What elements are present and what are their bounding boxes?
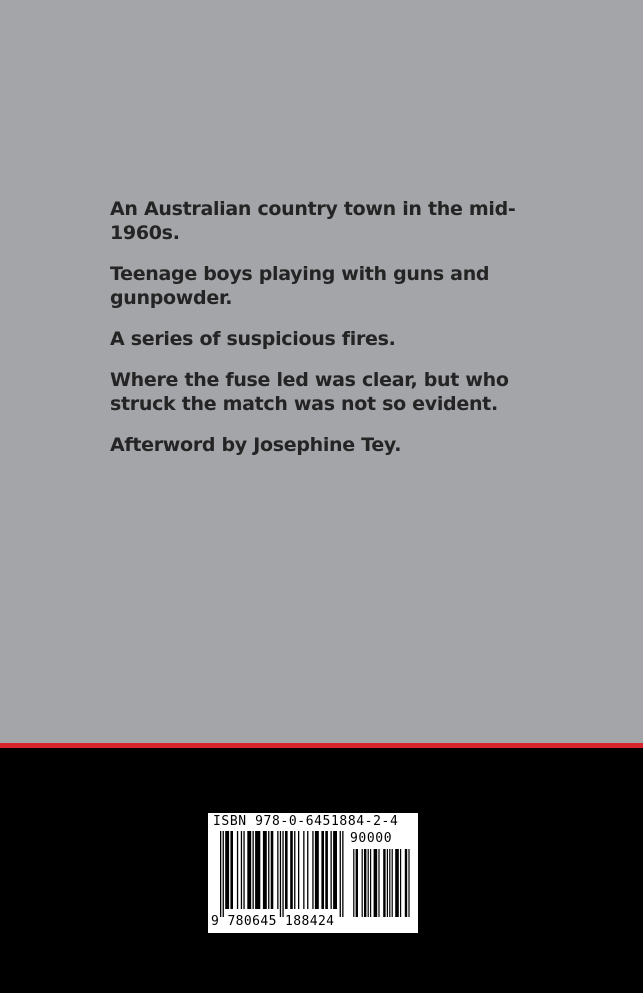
barcode-bar — [247, 831, 251, 909]
barcode-bar — [353, 849, 354, 917]
barcode-bar — [374, 849, 378, 917]
barcode-bar — [298, 831, 299, 909]
barcode-bar — [340, 831, 341, 917]
barcode-bar — [285, 831, 288, 909]
barcode-bar — [290, 831, 293, 909]
barcode-bar — [368, 849, 369, 917]
barcode-bar — [282, 831, 283, 917]
blurb-paragraph: Teenage boys playing with guns and gunpowder. — [110, 263, 490, 309]
barcode-bar — [364, 849, 366, 917]
blurb-paragraph: Afterword by Josephine Tey. — [110, 434, 402, 456]
barcode-bar — [400, 849, 401, 917]
ean-digits: 9 780645 188424 — [211, 914, 335, 929]
blurb-paragraph: Where the fuse led was clear, but who struck the match was not so evident. — [110, 369, 509, 415]
barcode-bar — [223, 831, 224, 917]
barcode-bar — [321, 831, 324, 909]
barcode-bar — [392, 849, 393, 917]
barcode-bar — [253, 831, 254, 909]
barcode-bar — [362, 849, 363, 917]
barcode-bar — [307, 831, 308, 909]
barcode-bar — [271, 831, 274, 909]
blurb-text — [110, 197, 580, 474]
barcode-bar — [378, 849, 379, 917]
barcode-bar — [333, 831, 337, 909]
barcode-bar — [342, 831, 343, 917]
barcode-bar — [408, 849, 409, 917]
barcode-bar — [325, 831, 328, 909]
barcode-bar — [225, 831, 229, 909]
barcode-bar — [315, 831, 319, 909]
barcode-bar — [356, 849, 358, 917]
barcode-bar — [312, 831, 313, 909]
barcode-bar — [280, 831, 281, 917]
barcode-bar — [331, 831, 332, 909]
barcode-bar — [387, 849, 388, 917]
barcode-bar — [263, 831, 267, 909]
isbn-barcode — [208, 813, 418, 933]
barcode-bar — [294, 831, 295, 909]
barcode-bar — [241, 831, 242, 909]
price-code: 90000 — [350, 831, 393, 846]
ean13-bars — [220, 831, 346, 917]
isbn-label: ISBN 978-0-6451884-2-4 — [213, 814, 399, 829]
barcode-bar — [255, 831, 260, 909]
barcode-bar — [303, 831, 304, 909]
barcode-bar — [268, 831, 269, 909]
barcode-bar — [220, 831, 221, 917]
barcode-bar — [389, 849, 390, 917]
barcode-bar — [395, 849, 399, 917]
barcode-bar — [370, 849, 371, 917]
barcode-bar — [383, 849, 385, 917]
barcode-bar — [237, 831, 238, 909]
barcode-bar — [277, 831, 278, 909]
barcode-bar — [405, 849, 407, 917]
blurb-paragraph: A series of suspicious fires. — [110, 328, 396, 350]
blurb-paragraph: An Australian country town in the mid-1960s. — [110, 198, 516, 244]
barcode-bar — [230, 831, 233, 909]
addon-bars — [352, 849, 410, 917]
barcode-bar — [243, 831, 244, 909]
